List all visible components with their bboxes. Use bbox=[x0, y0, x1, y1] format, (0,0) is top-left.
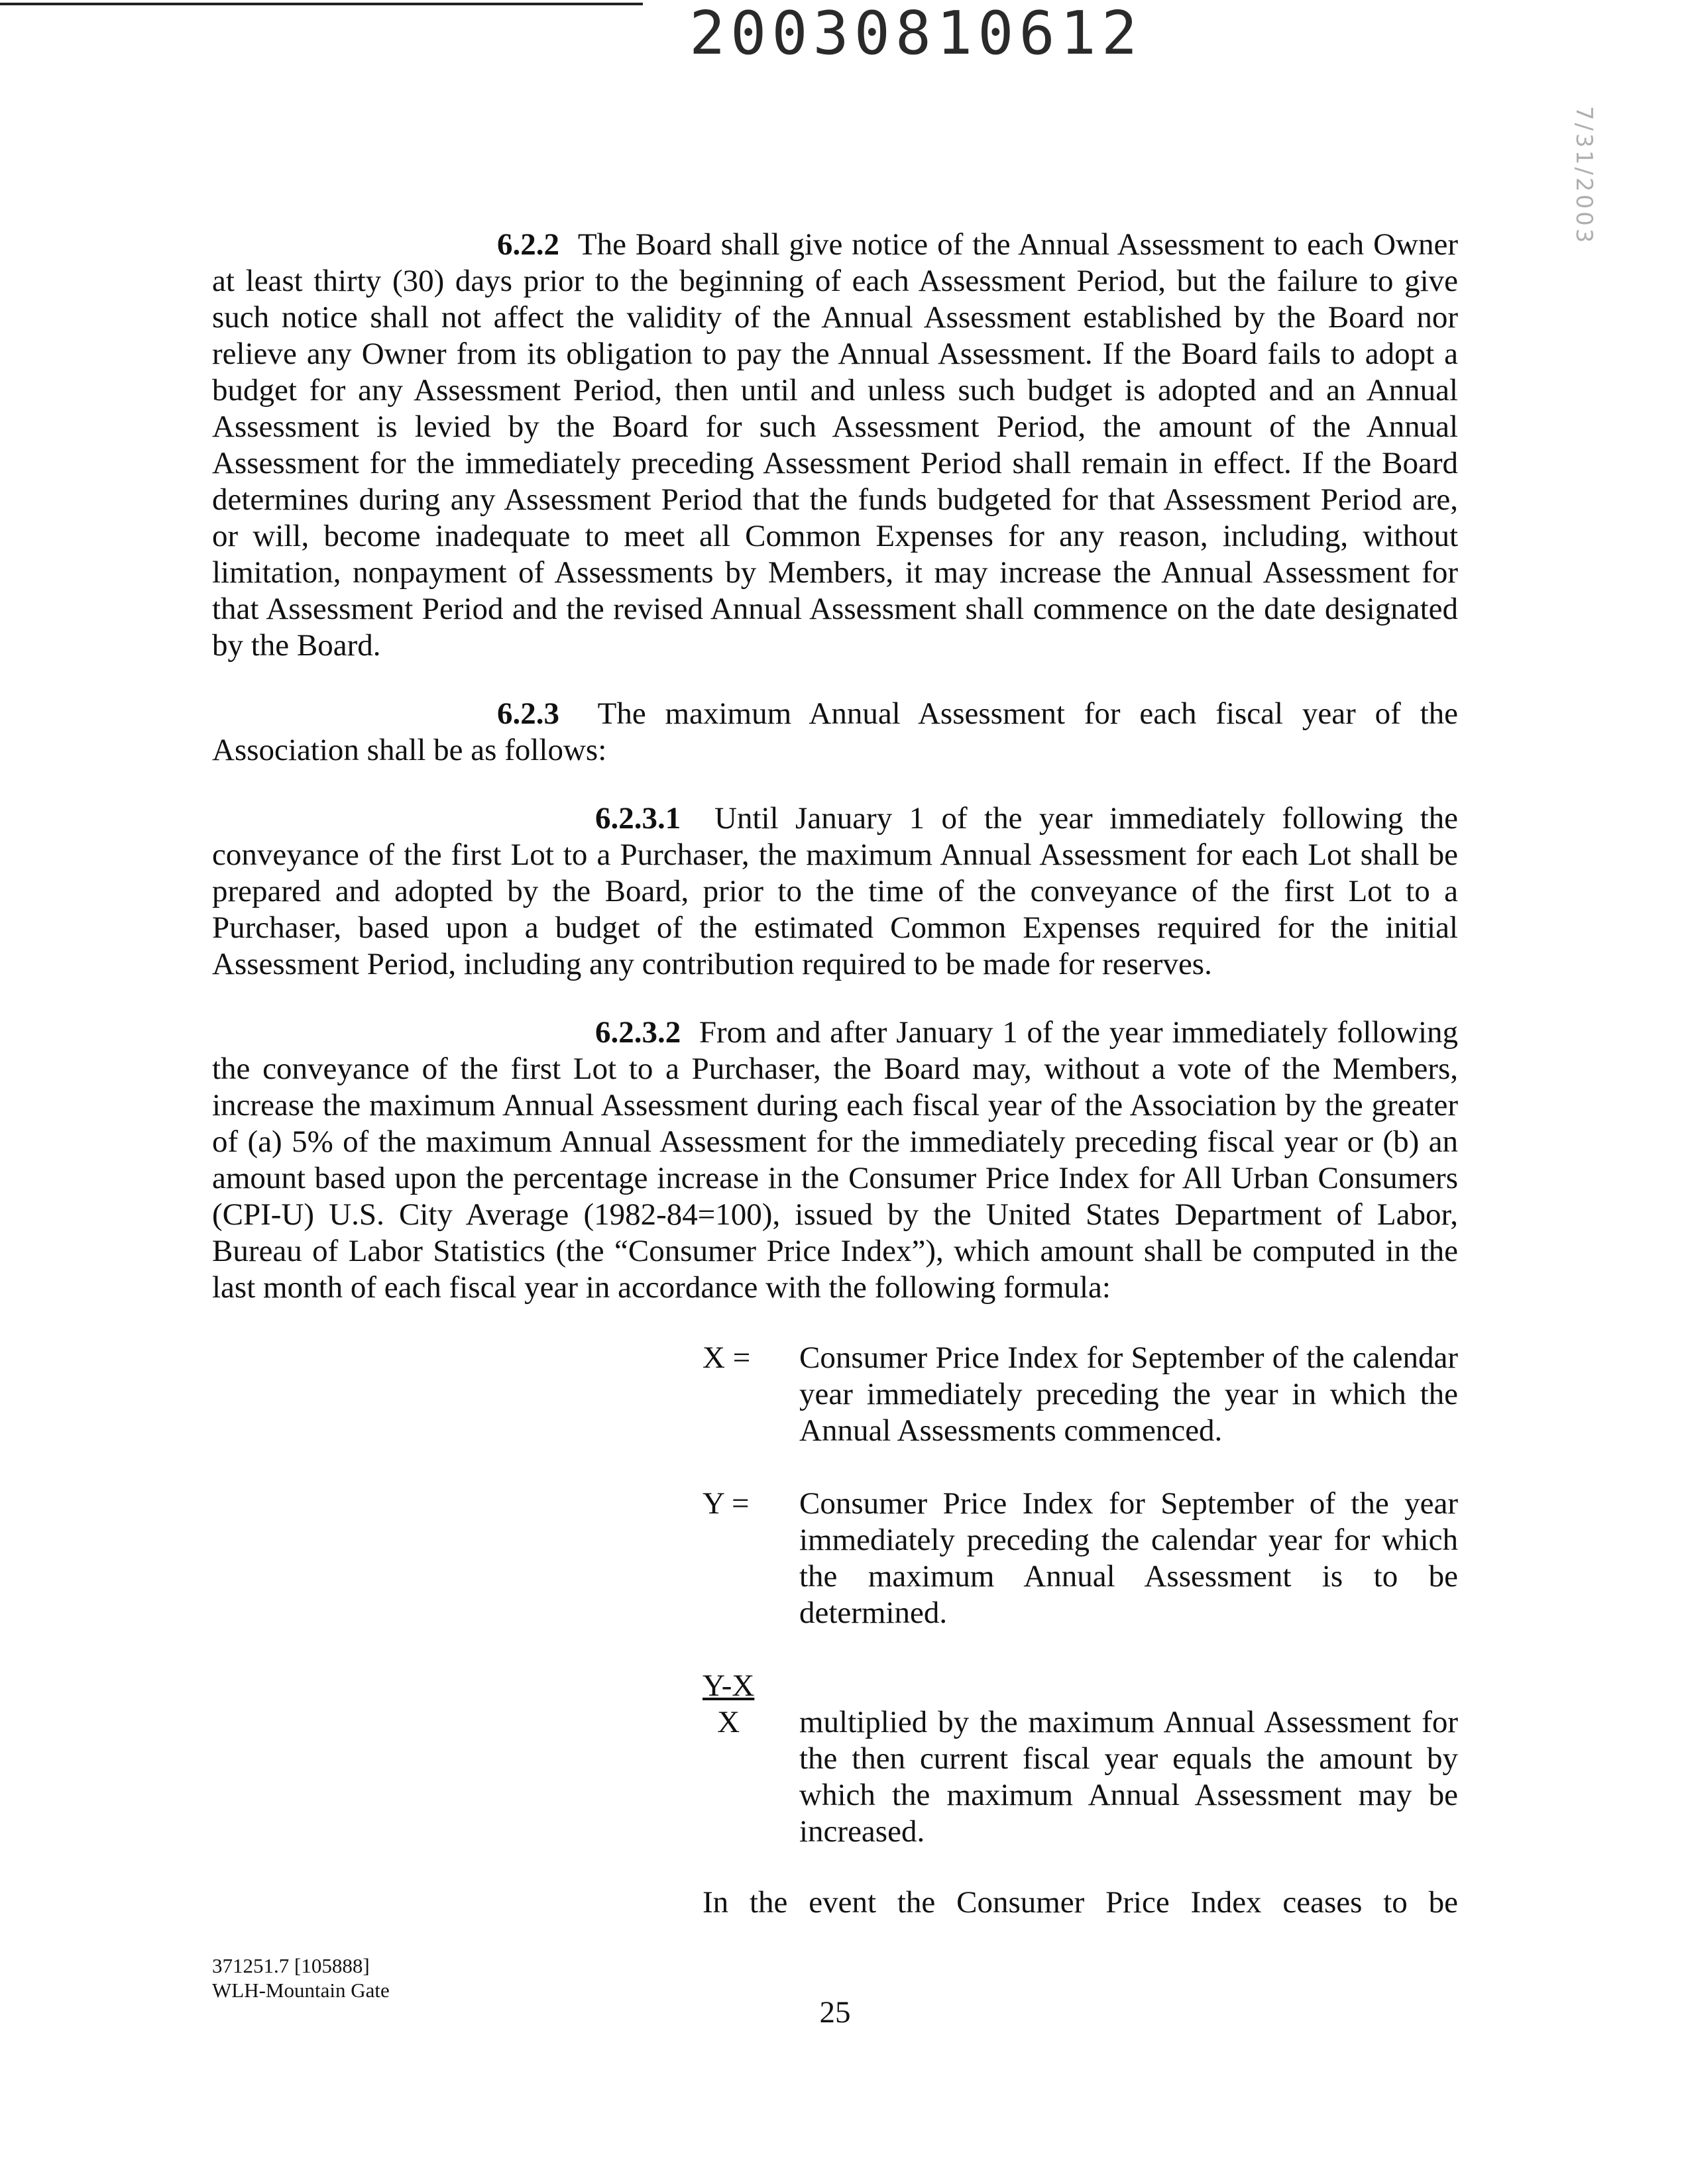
paragraph-text: The maximum Annual Assessment for each fiscal year of the Association shall be as follows: bbox=[212, 696, 1458, 767]
fraction-denominator: X bbox=[717, 1705, 740, 1739]
side-stamp: 7/31/2003 bbox=[1571, 106, 1597, 246]
paragraph-6-2-3 bbox=[212, 696, 1458, 769]
section-number: 6.2.3.1 bbox=[595, 801, 681, 836]
final-line: In the event the Consumer Price Index ceases to be bbox=[702, 1885, 1458, 1920]
formula-y-row bbox=[702, 1486, 1458, 1631]
paragraph-6-2-3-2 bbox=[212, 1014, 1458, 1306]
paragraph-6-2-3-1 bbox=[212, 800, 1458, 983]
formula-block bbox=[702, 1340, 1458, 1886]
formula-x-row bbox=[702, 1340, 1458, 1449]
section-number: 6.2.3 bbox=[497, 696, 559, 731]
project-name: WLH-Mountain Gate bbox=[212, 1979, 390, 2002]
paragraph-6-2-2 bbox=[212, 227, 1458, 664]
paragraph-text: From and after January 1 of the year immediately following the conveyance of the first Lot to a Purchaser, the Board may, without a vote of the Members, increase the maximum Annual Assessment during each fiscal year of the Association by the greater of (a) 5% of the maximum Annual Assessment for the immediately preceding fiscal year or (b) an amount based upon the percentage increase in the Consumer Price Index for All Urban Consumers (CPI-U) U.S. City Average (1982-84=100), issued by the United States Department of Labor, Bureau of Labor Statistics (the “Consumer Price Index”), which amount shall be computed in the last month of each fiscal year in accordance with the following formula: bbox=[212, 1015, 1458, 1305]
formula-x-desc: Consumer Price Index for September of the calendar year immediately preceding the year in which the Annual Assessments commenced. bbox=[799, 1340, 1458, 1448]
formula-x-label: X = bbox=[702, 1340, 751, 1375]
section-number: 6.2.3.2 bbox=[595, 1015, 681, 1050]
formula-y-desc: Consumer Price Index for September of the year immediately preceding the calendar year for which the maximum Annual Assessment is to be determined. bbox=[799, 1486, 1458, 1630]
paragraph-text: Until January 1 of the year immediately following the conveyance of the first Lot to a Purchaser, the maximum Annual Assessment for each Lot shall be prepared and adopted by the Board, prior to the time of the conveyance of the first Lot to a Purchaser, based upon a budget of the estimated Common Expenses required for the initial Assessment Period, including any contribution required to be made for reserves. bbox=[212, 801, 1458, 981]
formula-fraction bbox=[702, 1668, 799, 1850]
top-rule bbox=[0, 3, 643, 5]
fraction-numerator: Y-X bbox=[702, 1668, 755, 1703]
footer-id bbox=[212, 1953, 390, 2002]
page-number: 25 bbox=[819, 1995, 851, 2030]
formula-fraction-row bbox=[702, 1668, 1458, 1850]
paragraph-text: The Board shall give notice of the Annual Assessment to each Owner at least thirty (30) days prior to the beginning of each Assessment Period, but the failure to give such notice shall not affect the validity of the Annual Assessment established by the Board nor relieve any Owner from its obligation to pay the Annual Assessment. If the Board fails to adopt a budget for any Assessment Period, then until and unless such budget is adopted and an Annual Assessment is levied by the Board for such Assessment Period, the amount of the Annual Assessment for the immediately preceding Assessment Period shall remain in effect. If the Board determines during any Assessment Period that the funds budgeted for that Assessment Period are, or will, become inadequate to meet all Common Expenses for any reason, including, without limitation, nonpayment of Assessments by Members, it may increase the Annual Assessment for that Assessment Period and the revised Annual Assessment shall commence on the date designated by the Board. bbox=[212, 227, 1459, 663]
body-text bbox=[212, 227, 1458, 1338]
doc-id: 371251.7 [105888] bbox=[212, 1954, 370, 1977]
formula-fraction-desc: multiplied by the maximum Annual Assessment for the then current fiscal year equals the amount by which the maximum Annual Assessment may be increased. bbox=[799, 1705, 1458, 1849]
section-number: 6.2.2 bbox=[497, 227, 559, 262]
recording-number: 20030810612 bbox=[689, 0, 1143, 68]
formula-y-label: Y = bbox=[702, 1486, 750, 1521]
